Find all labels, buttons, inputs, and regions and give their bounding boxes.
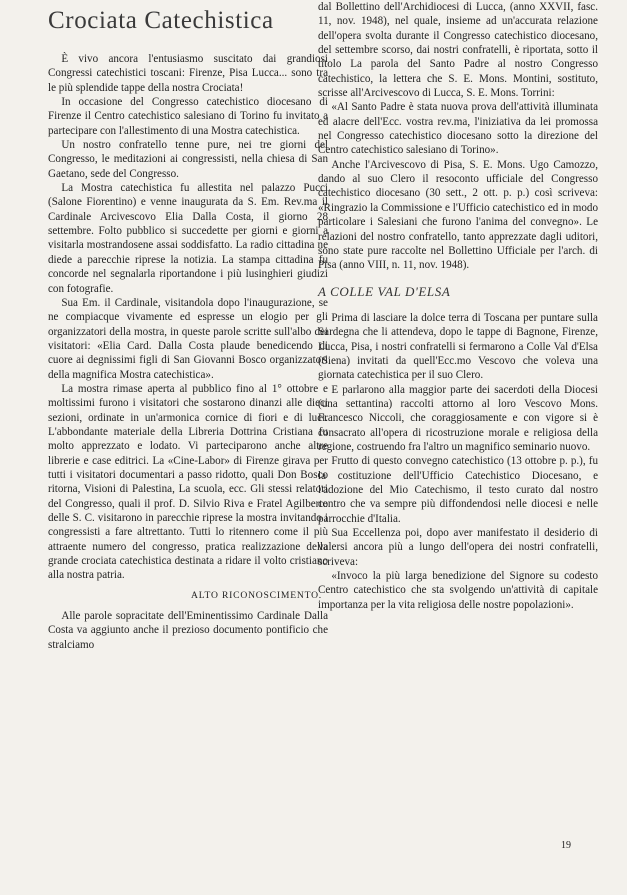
paragraph: Alle parole sopracitate dell'Eminentissimo Cardinale Dalla Costa va aggiunto anche il prezioso documento pontificio che stralciamo — [48, 610, 328, 651]
paragraph: E parlarono alla maggior parte dei sacerdoti della Diocesi (una settantina) raccolti attorno al loro Vescovo Mons. Francesco Niccoli, che coraggiosamente e con vigore si è consacrato all'opera di ricostruzione morale e religiosa della regione, costruendo fra l'altro un magnifico seminario nuovo. — [318, 383, 598, 453]
paragraph: È vivo ancora l'entusiasmo suscitato dai grandiosi Congressi catechistici toscani: Firenze, Pisa Lucca... sono tra le più splendide tappe della nostra Crociata! — [48, 53, 328, 94]
paragraph: Un nostro confratello tenne pure, nei tre giorni del Congresso, le meditazioni ai congressisti, nella chiesa di San Gaetano, sede del Congresso. — [48, 139, 328, 180]
paragraph: Frutto di questo convegno catechistico (13 ottobre p. p.), fu la costituzione dell'Ufficio Catechistico Diocesano, e l'adozione del Mio Catechismo, il testo curato dal nostro centro che va sempre più diffondendosi nelle diocesi e nelle parrocchie d'Italia. — [318, 455, 598, 525]
subheading: ALTO RICONOSCIMENTO. — [191, 589, 322, 601]
paragraph: «Invoco la più larga benedizione del Signore su codesto Centro catechistico che sta svolgendo un'attività di capitale importanza per la vita religiosa delle nostre popolazioni». — [318, 570, 598, 611]
paragraph: dal Bollettino dell'Archidiocesi di Lucca, (anno XXVII, fasc. 11, nov. 1948), nel quale, insieme ad un'accurata relazione dell'opera svolta durante il Congresso catechistico diocesano, del settembre scorso, dai nostri confratelli, è riportata, sotto il titolo La parola del Santo Padre al nostro Congresso catechistico, la lettera che S. E. Mons. Montini, sostituto, scrisse all'Arcivescovo di Lucca, S. E. Mons. Torrini: — [318, 1, 598, 100]
paragraph: In occasione del Congresso catechistico diocesano di Firenze il Centro catechistico salesiano di Torino fu invitato a partecipare con l'allestimento di una Mostra catechistica. — [48, 96, 328, 137]
paragraph: «Al Santo Padre è stata nuova prova dell'attività illuminata ed alacre dell'Ecc. vostra rev.ma, l'iniziativa da lei promossa nel Congresso catechistico diocesano sotto la direzione del Centro catechistico salesiano di Torino». — [318, 101, 598, 157]
left-column — [48, 0, 328, 652]
paragraph: La Mostra catechistica fu allestita nel palazzo Pucci (Salone Fiorentino) e venne inaugurata da S. Em. Rev.ma il Cardinale Arcivescovo Elia Dalla Costa, il giorno 28 settembre. Folto pubblico si succedette per giorni e giorni a visitarla mostrandosene assai soddisfatto. La radio cittadina ne diede a parecchie riprese la notizia. La stampa cittadina fu concorde nel segnalarla riportandone i più lusinghieri giudizi con fotografie. — [48, 182, 328, 295]
section-heading: A COLLE VAL D'ELSA — [318, 283, 451, 299]
paragraph: Sua Eccellenza poi, dopo aver manifestato il desiderio di valersi ancora più a lungo dell'opera dei nostri confratelli, scriveva: — [318, 527, 598, 568]
paragraph: Anche l'Arcivescovo di Pisa, S. E. Mons. Ugo Camozzo, dando al suo Clero il resoconto ufficiale del Congresso catechistico diocesano (30 sett., 2 ott. p. p.) così scriveva: «Ringrazio la Commissione e l'Ufficio catechistico ed in modo particolare i Salesiani che furono l'anima del convegno». Le relazioni del nostro confratello, tanto apprezzate dagli uditori, sono state pure raccolte nel Bollettino Ufficiale per l'arch. di Pisa (anno VIII, n. 11, nov. 1948). — [318, 158, 598, 272]
paragraph: Prima di lasciare la dolce terra di Toscana per puntare sulla Sardegna che li attendeva, dopo le tappe di Bagnone, Firenze, Lucca, Pisa, i nostri confratelli si fermarono a Colle Val d'Elsa (Siena) invitati da quell'Ecc.mo Vescovo che voleva una giornata catechistica per il suo Clero. — [318, 311, 598, 382]
article-title: Crociata Catechistica — [48, 7, 274, 34]
paragraph: Sua Em. il Cardinale, visitandola dopo l'inaugurazione, se ne compiacque vivamente ed espresse un elogio per gli organizzatori della mostra, in queste parole scritte sull'albo dei visitatori: «Elia Card. Dalla Costa plaude benedicendo di cuore ai degnissimi figli di San Giovanni Bosco organizzatori della magnifica Mostra catechistica». — [48, 296, 328, 381]
right-column — [318, 0, 598, 612]
paragraph: La mostra rimase aperta al pubblico fino al 1° ottobre e moltissimi furono i visitatori che sostarono dinanzi alle dieci sezioni, ordinate in un'armonica cornice di fiori e di luci. L'abbondante materiale della Libreria Dottrina Cristiana fu molto apprezzato e lodato. Vi parteciparono anche altre librerie e case editrici. La «Cine-Labor» di Firenze girava per tutti i visitatori documentari a passo ridotto, quali Don Bosco ritorna, Visioni di Palestina, La scuola, ecc. Gli stessi relatori del Congresso, quali il prof. D. Silvio Riva e Fratel Agilberto delle S. C. visitarono in parecchie riprese la mostra invitando i congressisti a fare altrettanto. Tutti lo ritennero come il più attraente numero del congresso, pratica realizzazione della grande crociata catechistica destinata a ridare il volto cristiano alla nostra patria. — [48, 382, 328, 582]
page-number: 19 — [561, 840, 571, 851]
